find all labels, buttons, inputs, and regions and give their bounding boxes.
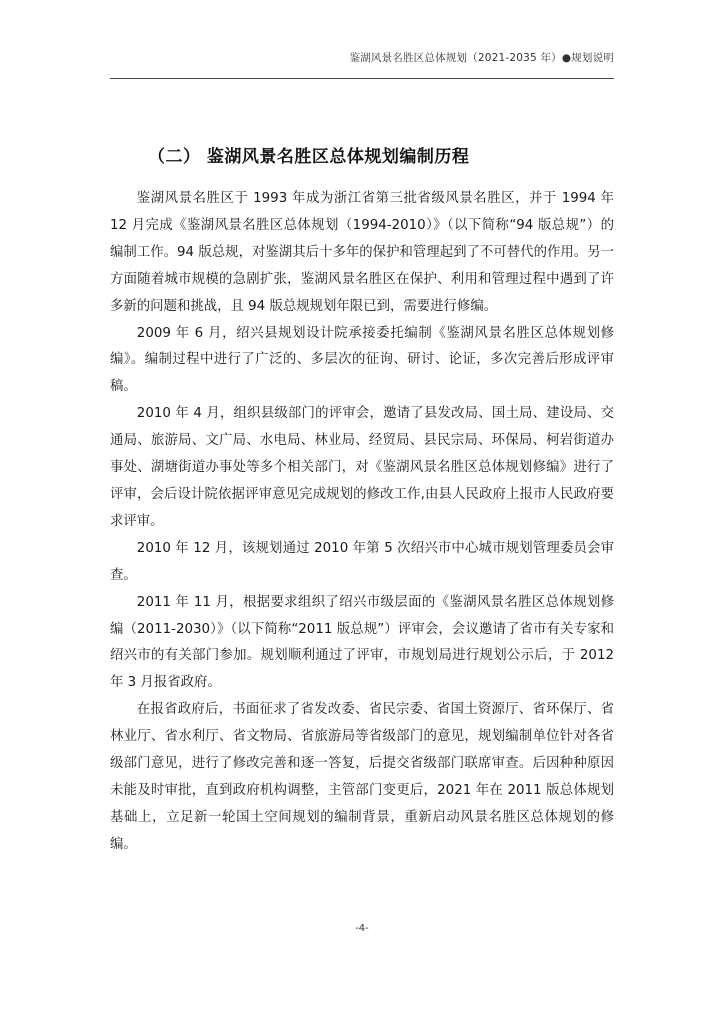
body-text [110, 186, 614, 859]
section-title: （二） 鉴湖风景名胜区总体规划编制历程 [148, 147, 470, 167]
paragraph-6: 在报省政府后，书面征求了省发改委、省民宗委、省国土资源厅、省环保厅、省林业厅、省水利厅、省文物局、省旅游局等省级部门的意见，规划编制单位针对各省级部门意见，进行了修改完善和逐一答复，后提交省级部门联席审查。后因种种原因未能及时审批，直到政府机构调整，主管部门变更后，2021 年在 2011 版总体规划基础上，立足新一轮国土空间规划的编制背景，重新启动风景名胜区总体规划的修编。 [110, 702, 614, 852]
paragraph-3: 2010 年 4 月，组织县级部门的评审会，邀请了县发改局、国土局、建设局、交通局、旅游局、文广局、水电局、林业局、经贸局、县民宗局、环保局、柯岩街道办事处、湖塘街道办事处等多个相关部门，对《鉴湖风景名胜区总体规划修编》进行了评审，会后设计院依据评审意见完成规划的修改工作,由县人民政府上报市人民政府要求评审。 [110, 406, 614, 529]
header-divider [110, 78, 614, 79]
paragraph-1: 鉴湖风景名胜区于 1993 年成为浙江省第三批省级风景名胜区，并于 1994 年 12 月完成《鉴湖风景名胜区总体规划（1994-2010）》（以下简称“94 版总规”）的编制工作。94 版总规，对鉴湖其后十多年的保护和管理起到了不可替代的作用。另一方面随着城市规模的急剧扩张，鉴湖风景名胜区在保护、利用和管理过程中遇到了许多新的问题和挑战，且 94 版总规规划年限已到，需要进行修编。 [110, 191, 614, 314]
paragraph-2: 2009 年 6 月，绍兴县规划设计院承接委托编制《鉴湖风景名胜区总体规划修编》。编制过程中进行了广泛的、多层次的征询、研讨、论证，多次完善后形成评审稿。 [110, 325, 614, 395]
paragraph-5: 2011 年 11 月，根据要求组织了绍兴市级层面的《鉴湖风景名胜区总体规划修编（2011-2030）》（以下简称“2011 版总规”）评审会，会议邀请了省市有关专家和绍兴市的有关部门参加。规划顺利通过了评审，市规划局进行规划公示后，于 2012 年 3 月报省政府。 [110, 594, 614, 691]
running-header: 鉴湖风景名胜区总体规划（2021-2035 年）●规划说明 [349, 52, 614, 64]
paragraph-4: 2010 年 12 月，该规划通过 2010 年第 5 次绍兴市中心城市规划管理委员会审查。 [110, 540, 614, 583]
page-number: -4- [355, 923, 369, 934]
